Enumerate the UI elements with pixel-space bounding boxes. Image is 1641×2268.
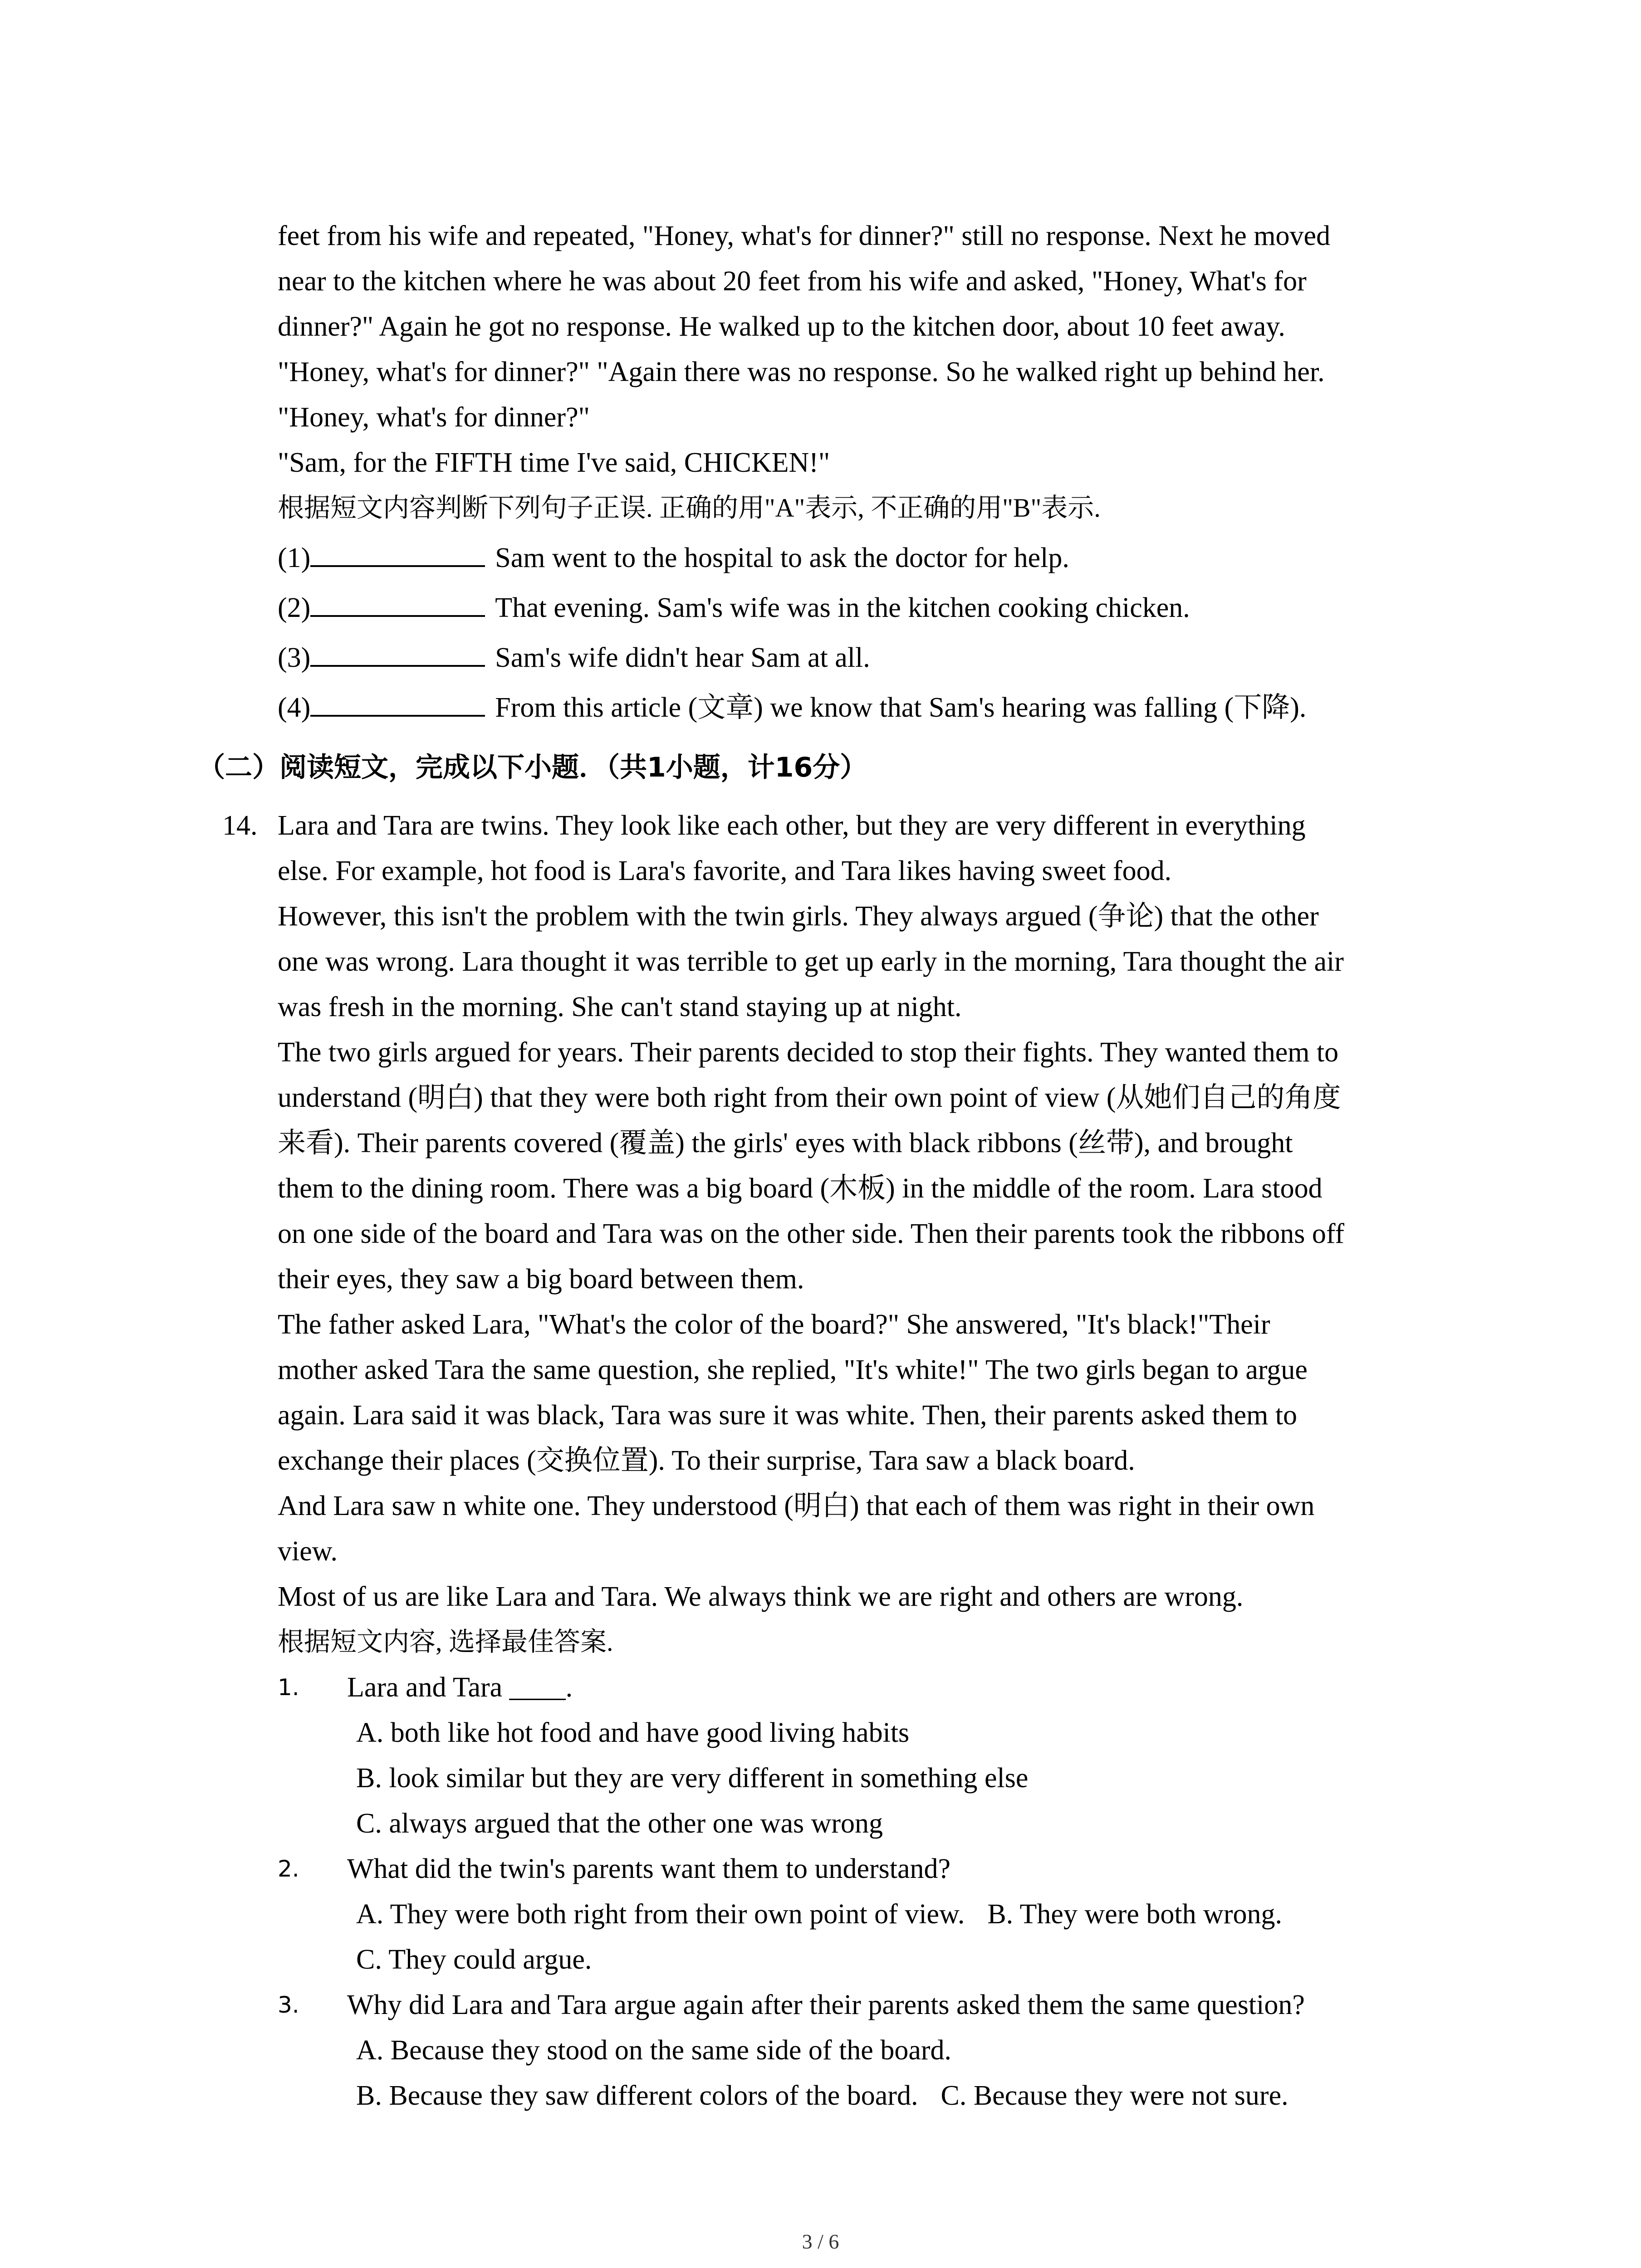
option-a[interactable]: A. They were both right from their own point of view. [356,1899,965,1930]
question-number: 14. [222,810,258,841]
answer-blank[interactable] [310,539,485,567]
passage-line: near to the kitchen where he was about 20 feet from his wife and asked, "Honey, What's for [278,266,1307,297]
option-line [356,2073,1288,2118]
judge-item [278,685,1306,730]
item-text: That evening. Sam's wife was in the kitchen cooking chicken. [495,592,1190,623]
judge-item [278,635,870,680]
option-line [356,1937,592,1982]
passage-line: on one side of the board and Tara was on the other side. Then their parents took the ribbons off [278,1218,1345,1249]
item-number: (2) [278,592,311,623]
question-instruction: 根据短文内容, 选择最佳答案. [278,1627,613,1657]
item-number: (4) [278,692,311,723]
option-b[interactable]: B. They were both wrong. [987,1899,1283,1930]
option-line [356,1710,909,1755]
passage-line: view. [278,1536,338,1567]
passage-line: was fresh in the morning. She can't stand staying up at night. [278,992,962,1022]
subquestion-number: 2. [278,1856,299,1882]
judge-item [278,585,1190,631]
passage-line: Most of us are like Lara and Tara. We always think we are right and others are wrong. [278,1581,1244,1612]
passage-line: exchange their places (交换位置). To their surprise, Tara saw a black board. [278,1445,1135,1476]
option-c[interactable]: C. They could argue. [356,1944,592,1975]
passage-line: again. Lara said it was black, Tara was sure it was white. Then, their parents asked them to [278,1400,1298,1431]
passage-line: understand (明白) that they were both right from their own point of view (从她们自己的角度 [278,1082,1341,1113]
passage-line: "Honey, what's for dinner?" [278,402,590,433]
passage-line: The two girls argued for years. Their parents decided to stop their fights. They wanted them to [278,1037,1339,1068]
item-text: Sam's wife didn't hear Sam at all. [495,642,870,673]
passage-line: 来看). Their parents covered (覆盖) the girls' eyes with black ribbons (丝带), and brought [278,1128,1293,1158]
subquestion-stem: Lara and Tara ____. [347,1672,573,1703]
option-line [356,1892,1282,1937]
option-c[interactable]: C. always argued that the other one was wrong [356,1808,883,1839]
option-line [356,1755,1028,1801]
passage-line: The father asked Lara, "What's the color of the board?" She answered, "It's black!"Their [278,1309,1270,1340]
passage-line: However, this isn't the problem with the twin girls. They always argued (争论) that the other [278,901,1319,932]
item-text: From this article (文章) we know that Sam's hearing was falling (下降). [495,692,1307,723]
judge-instruction: 根据短文内容判断下列句子正误. 正确的用"A"表示, 不正确的用"B"表示. [278,493,1101,523]
subquestion-stem: Why did Lara and Tara argue again after their parents asked them the same question? [347,1989,1305,2020]
option-b[interactable]: B. look similar but they are very different in something else [356,1763,1029,1794]
answer-blank[interactable] [310,689,485,717]
option-c[interactable]: C. Because they were not sure. [941,2080,1288,2111]
judge-item [278,535,1069,581]
answer-blank[interactable] [310,589,485,617]
section-heading: （二）阅读短文，完成以下小题．（共1小题，计16分） [198,752,867,783]
passage-line: dinner?" Again he got no response. He walked up to the kitchen door, about 10 feet away. [278,311,1285,342]
passage-line: their eyes, they saw a big board between them. [278,1264,804,1295]
passage-line: And Lara saw n white one. They understood (明白) that each of them was right in their own [278,1491,1315,1521]
item-number: (1) [278,543,311,573]
subquestion-number: 1. [278,1674,299,1701]
option-line [356,1801,883,1846]
passage-line: else. For example, hot food is Lara's favorite, and Tara likes having sweet food. [278,855,1172,886]
answer-blank[interactable] [310,639,485,667]
item-text: Sam went to the hospital to ask the doctor for help. [495,543,1069,573]
option-a[interactable]: A. Because they stood on the same side of the board. [356,2035,951,2066]
passage-line: Lara and Tara are twins. They look like each other, but they are very different in everything [278,810,1306,841]
passage-line: them to the dining room. There was a big board (木板) in the middle of the room. Lara stood [278,1173,1323,1204]
option-line [356,2028,951,2073]
page-number: 3 / 6 [802,2230,839,2253]
subquestion-number: 3. [278,1992,299,2018]
passage-line: mother asked Tara the same question, she replied, "It's white!" The two girls began to argue [278,1354,1308,1385]
passage-line: "Sam, for the FIFTH time I've said, CHICKEN!" [278,447,830,478]
item-number: (3) [278,642,311,673]
passage-line: "Honey, what's for dinner?" "Again there was no response. So he walked right up behind her. [278,357,1325,387]
passage-line: feet from his wife and repeated, "Honey, what's for dinner?" still no response. Next he moved [278,220,1331,251]
option-a[interactable]: A. both like hot food and have good living habits [356,1717,910,1748]
subquestion-stem: What did the twin's parents want them to understand? [347,1853,951,1884]
option-b[interactable]: B. Because they saw different colors of the board. [356,2080,918,2111]
passage-line: one was wrong. Lara thought it was terrible to get up early in the morning, Tara thought the air [278,946,1344,977]
